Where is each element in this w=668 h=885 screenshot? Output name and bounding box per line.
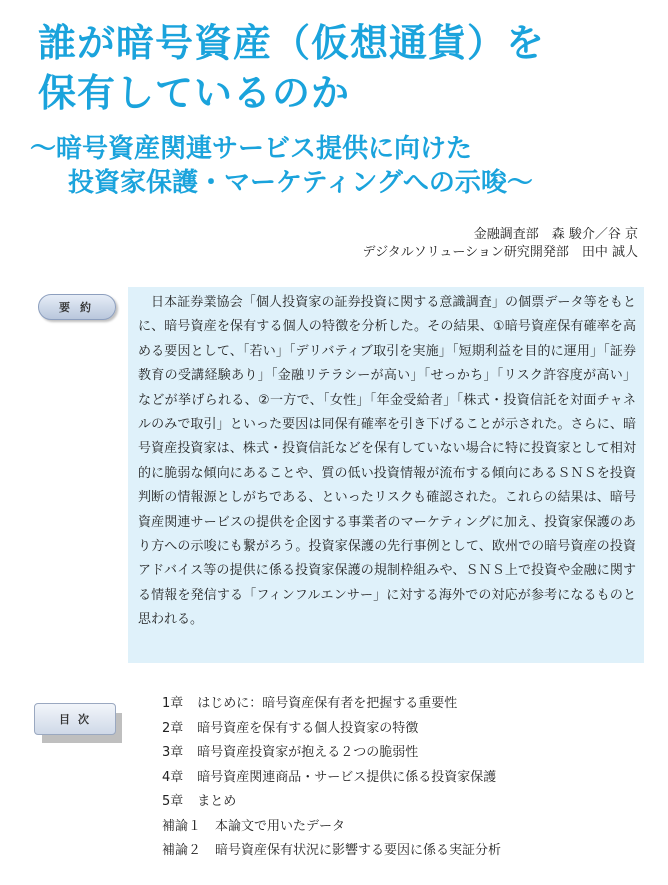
toc-item-title: はじめに：暗号資産保有者を把握する重要性 xyxy=(197,696,458,711)
toc-item-number: 5章 xyxy=(162,794,184,809)
toc-item-title: 暗号資産保有状況に影響する要因に係る実証分析 xyxy=(215,843,502,858)
toc-item xyxy=(162,717,501,742)
summary-label: 要約 xyxy=(38,294,116,320)
page-subtitle xyxy=(30,132,660,200)
summary-box xyxy=(128,287,644,663)
author-line-2: デジタルソリューション研究開発部 田中 誠人 xyxy=(362,245,638,260)
toc-item-number: 2章 xyxy=(162,720,184,736)
toc-item xyxy=(162,815,501,840)
toc-item-title: 暗号資産を保有する個人投資家の特徴 xyxy=(197,720,419,736)
subtitle-line-2: 投資家保護・マーケティングへの示唆～ xyxy=(68,168,533,198)
toc-item xyxy=(162,741,501,766)
toc-item-number: 補論２ xyxy=(162,843,202,858)
summary-text: 日本証券業協会「個人投資家の証券投資に関する意識調査」の個票データ等をもとに、暗号資産を保有する個人の特徴を分析した。その結果、①暗号資産保有確率を高める要因として、「若い」「デリバティブ取引を実施」「短期利益を目的に運用」「証券教育の受講経験あり」「金融リテラシーが高い」「せっかち」「リスク許容度が高い」などが挙げられる、②一方で、「女性」「年金受給者」「株式・投資信託を対面チャネルのみで取引」といった要因は同保有確率を引き下げることが示された。さらに、暗号資産投資家は、株式・投資信託などを保有していない場合に特に投資家として相対的に脆弱な傾向にあることや、質の低い投資情報が流布する傾向にあるＳＮＳを投資判断の情報源としがちである、といったリスクも確認された。これらの結果は、暗号資産関連サービスの提供を企図する事業者のマーケティングに加え、投資家保護のあり方への示唆にも繋がろう。投資家保護の先行事例として、欧州での暗号資産の投資アドバイス等の提供に係る投資家保護の規制枠組みや、ＳＮＳ上で投資や金融に関する情報を発信する「フィンフルエンサー」に対する海外での対応が参考になるものと思われる。 xyxy=(138,295,636,628)
table-of-contents xyxy=(162,692,501,864)
authors xyxy=(363,226,638,262)
toc-label-badge xyxy=(34,703,116,735)
toc-item xyxy=(162,790,501,815)
toc-item-number: 補論１ xyxy=(162,818,202,834)
toc-item-number: 3章 xyxy=(162,745,184,760)
toc-label: 目次 xyxy=(34,703,116,735)
title-line-2: 保有しているのか xyxy=(38,71,351,115)
toc-item-number: 1章 xyxy=(162,696,184,711)
title-line-1: 誰が暗号資産（仮想通貨）を xyxy=(38,21,546,65)
toc-item xyxy=(162,839,501,864)
toc-item-title: 暗号資産関連商品・サービス提供に係る投資家保護 xyxy=(197,769,497,785)
toc-item-title: まとめ xyxy=(197,794,237,809)
subtitle-line-1: ～暗号資産関連サービス提供に向けた xyxy=(30,134,473,164)
toc-item xyxy=(162,692,501,717)
toc-item-title: 本論文で用いたデータ xyxy=(215,818,346,834)
toc-item xyxy=(162,766,501,791)
toc-item-title: 暗号資産投資家が抱える２つの脆弱性 xyxy=(197,745,419,760)
author-line-1: 金融調査部 森 駿介／谷 京 xyxy=(473,227,638,242)
toc-item-number: 4章 xyxy=(162,769,184,785)
page-title xyxy=(38,18,658,118)
